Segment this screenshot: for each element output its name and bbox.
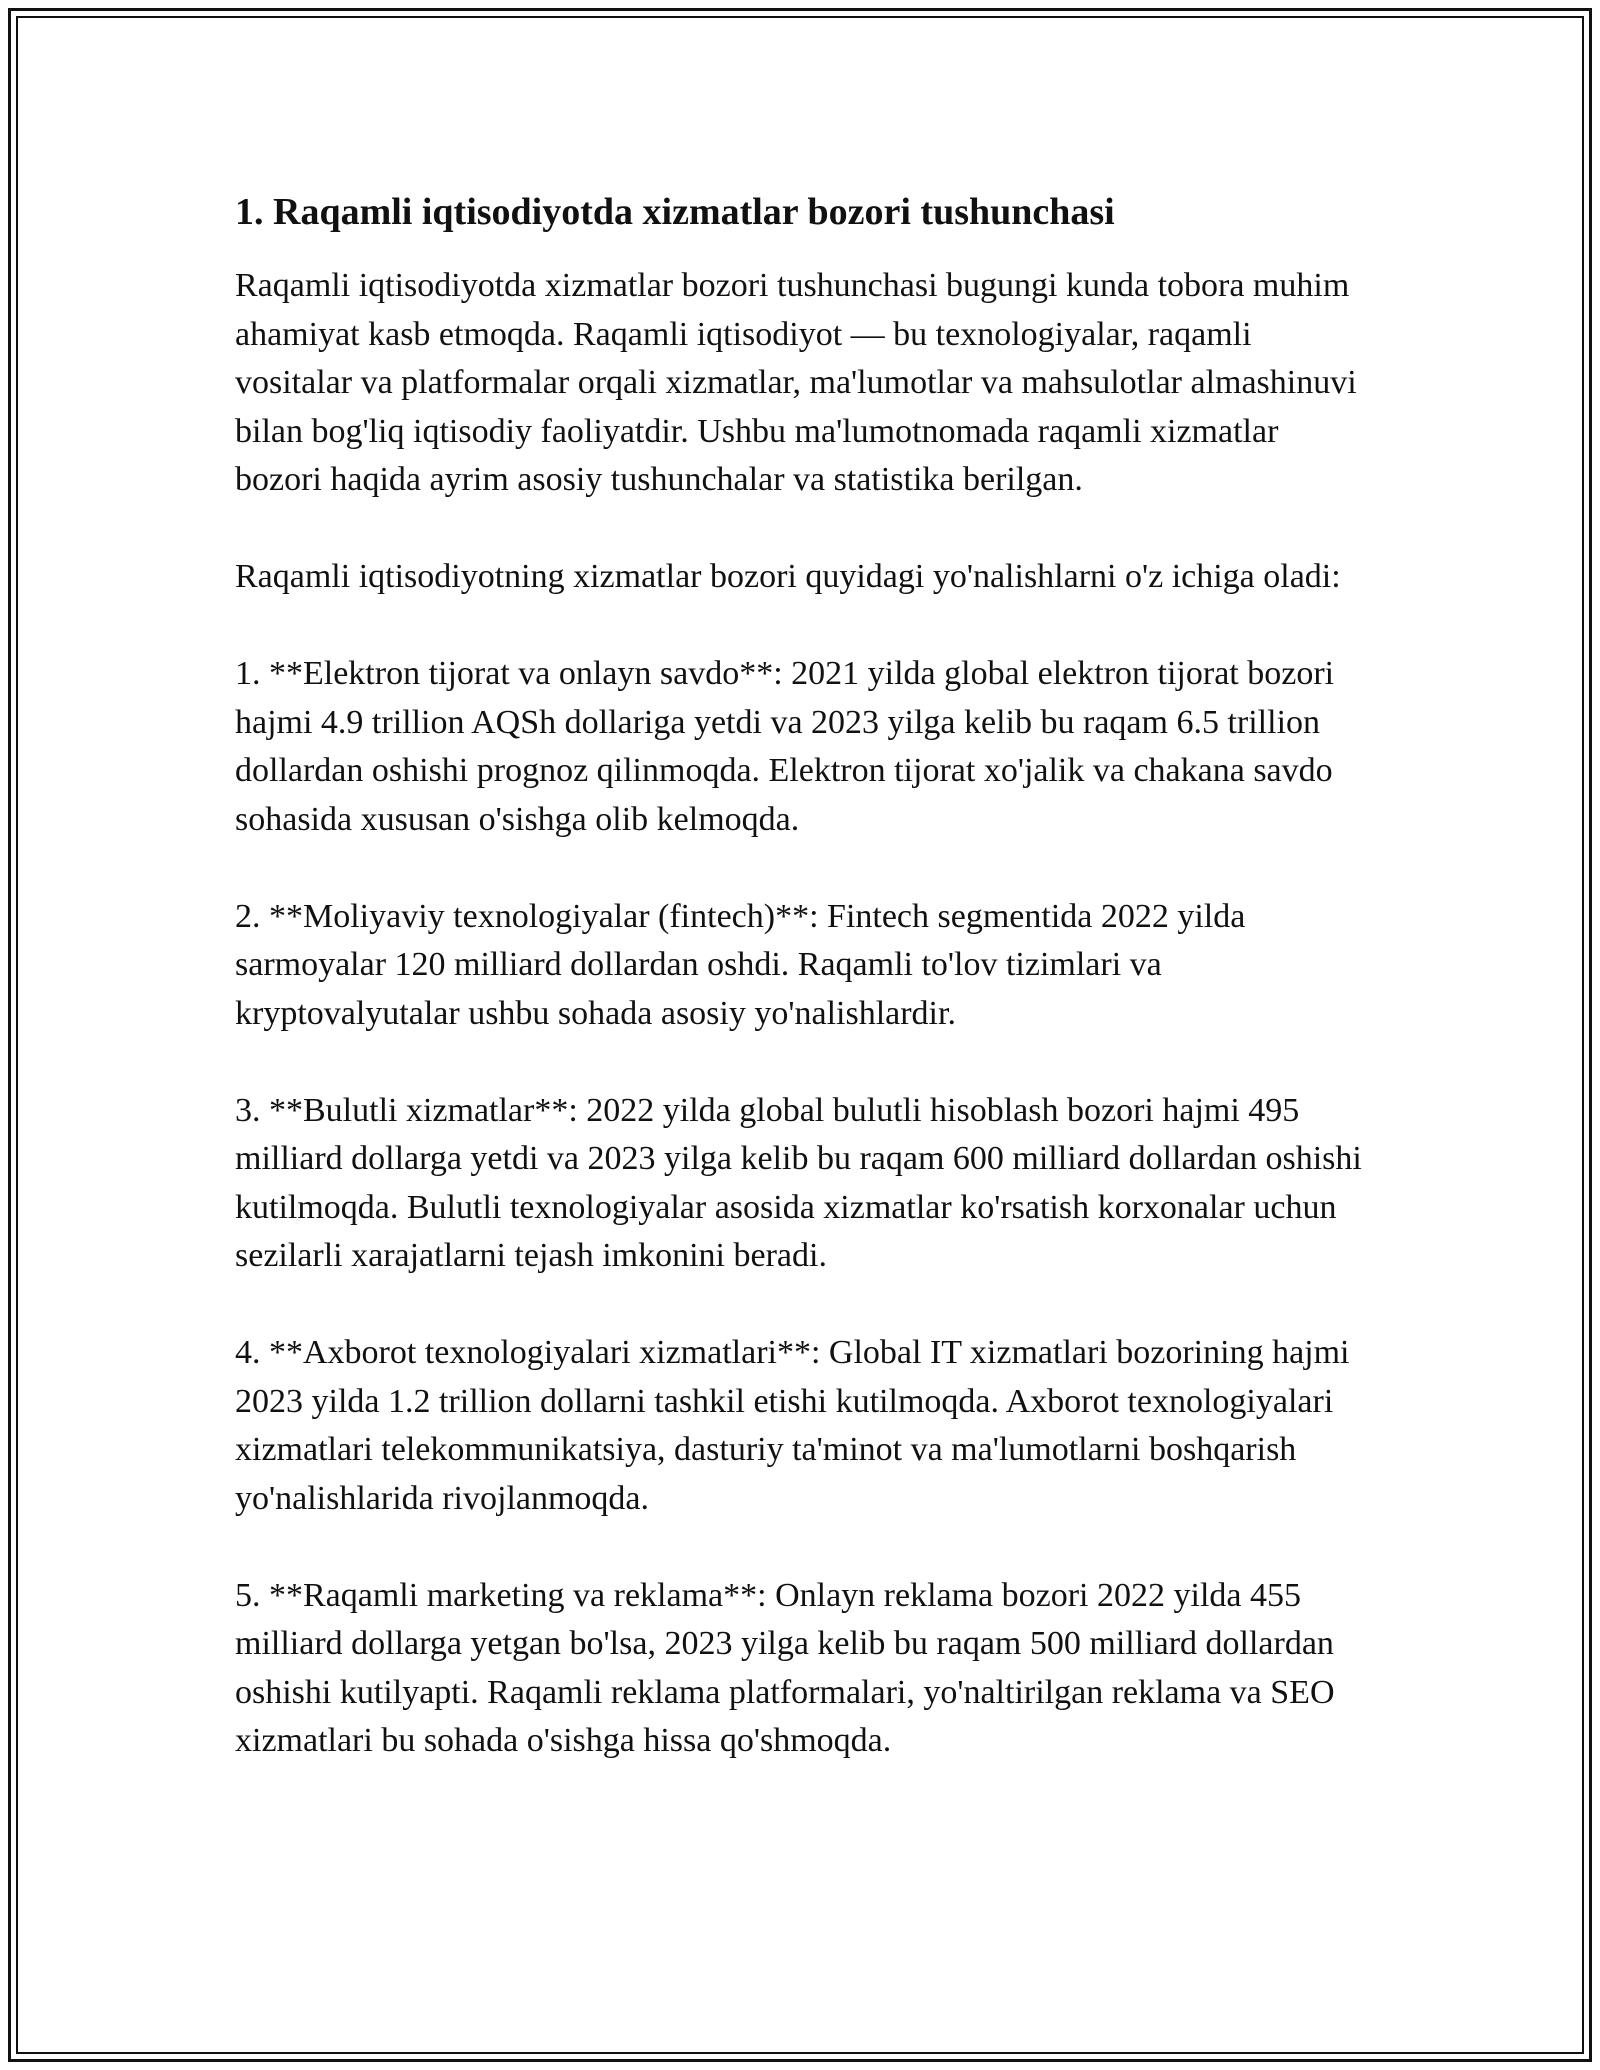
document-body [235, 188, 1370, 1814]
list-item-digital-marketing: 5. **Raqamli marketing va reklama**: Onlayn reklama bozori 2022 yilda 455 milliard dollarga yetgan bo'lsa, 2023 yilga kelib bu raqam 500 milliard dollardan oshishi kutilyapti. Raqamli reklama platformalari, yo'naltirilgan reklama va SEO xizmatlari bu sohada o'sishga hissa qo'shmoqda. [235, 1576, 1335, 1759]
list-item-it-services: 4. **Axborot texnologiyalari xizmatlari**: Global IT xizmatlari bozorining hajmi 2023 yilda 1.2 trillion dollarni tashkil etishi kutilmoqda. Axborot texnologiyalari xizmatlari telekommunikatsiya, dasturiy ta'minot va ma'lumotlarni boshqarish yo'nalishlarida rivojlanmoqda. [235, 1334, 1350, 1517]
list-item-fintech: 2. **Moliyaviy texnologiyalar (fintech)**: Fintech segmentida 2022 yilda sarmoyalar 120 milliard dollardan oshdi. Raqamli to'lov tizimlari va kryptovalyutalar ushbu sohada asosiy yo'nalishlardir. [235, 897, 1246, 1032]
list-item-cloud: 3. **Bulutli xizmatlar**: 2022 yilda global bulutli hisoblash bozori hajmi 495 milliard dollarga yetdi va 2023 yilga kelib bu raqam 600 milliard dollardan oshishi kutilmoqda. Bulutli texnologiyalar asosida xizmatlar ko'rsatish korxonalar uchun sezilarli xarajatlarni tejash imkonini beradi. [235, 1091, 1362, 1274]
list-item-ecommerce: 1. **Elektron tijorat va onlayn savdo**: 2021 yilda global elektron tijorat bozori hajmi 4.9 trillion AQSh dollariga yetdi va 2023 yilga kelib bu raqam 6.5 trillion dollardan oshishi prognoz qilinmoqda. Elektron tijorat xo'jalik va chakana savdo sohasida xususan o'sishga olib kelmoqda. [235, 655, 1335, 838]
section-heading: 1. Raqamli iqtisodiyotda xizmatlar bozori tushunchasi [235, 191, 1115, 233]
list-intro-paragraph: Raqamli iqtisodiyotning xizmatlar bozori quyidagi yo'nalishlarni o'z ichiga oladi: [235, 558, 1341, 595]
intro-paragraph: Raqamli iqtisodiyotda xizmatlar bozori tushunchasi bugungi kunda tobora muhim ahamiyat kasb etmoqda. Raqamli iqtisodiyot — bu texnologiyalar, raqamli vositalar va platformalar orqali xizmatlar, ma'lumotlar va mahsulotlar almashinuvi bilan bog'liq iqtisodiy faoliyatdir. Ushbu ma'lumotnomada raqamli xizmatlar bozori haqida ayrim asosiy tushunchalar va statistika berilgan. [235, 267, 1357, 498]
